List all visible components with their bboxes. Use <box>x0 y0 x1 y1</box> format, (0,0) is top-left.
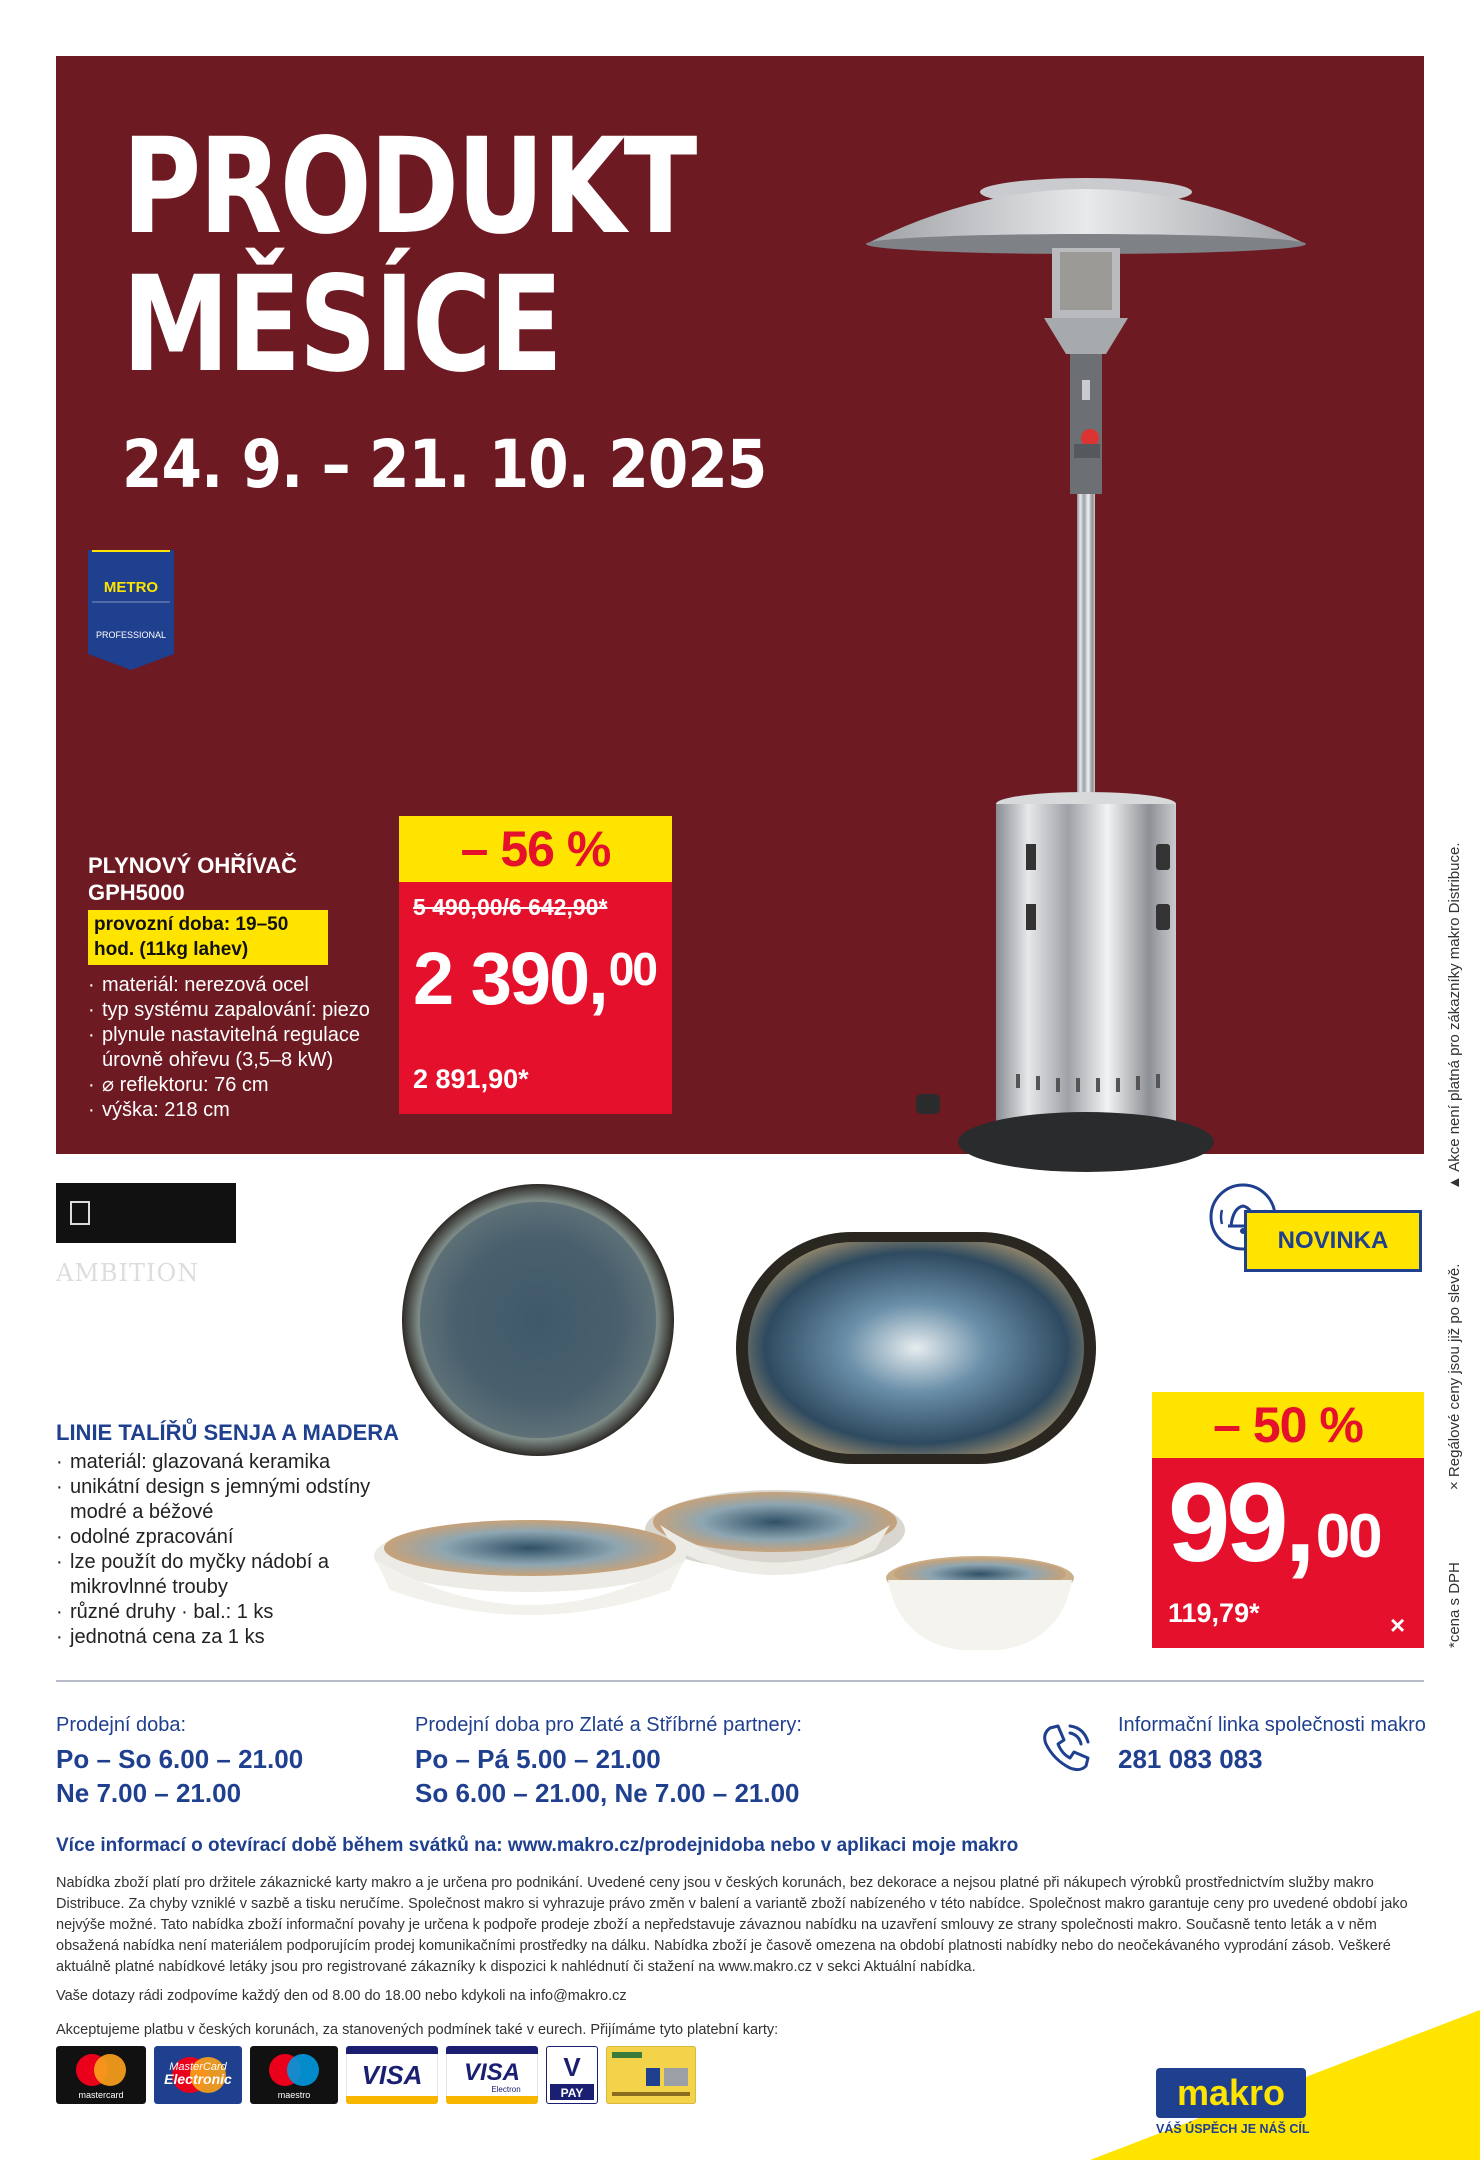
holiday-hours-note: Více informací o otevírací době během svátků na: www.makro.cz/prodejnidoba nebo v aplikaci moje makro <box>56 1835 1019 1856</box>
product2-features <box>56 1450 396 1650</box>
feature-item: · materiál: nerezová ocel <box>88 973 378 998</box>
product2-price <box>1168 1458 1381 1588</box>
new-badge: NOVINKA <box>1244 1210 1422 1272</box>
feature-item: · typ systému zapalování: piezo <box>88 998 378 1023</box>
info-line-number[interactable]: 281 083 083 <box>1118 1744 1263 1774</box>
mastercard-electronic-card <box>154 2046 242 2104</box>
vpay-v: V <box>563 2052 581 2082</box>
side-note-action: ▲ Akce není platná pro zákazníky makro Distribuce. <box>1446 842 1463 1190</box>
feature-item: · ⌀ reflektoru: 76 cm <box>88 1073 378 1098</box>
ambition-brand: AMBITION <box>56 1259 200 1287</box>
partner-hours-line: So 6.00 – 21.00, Ne 7.00 – 21.00 <box>415 1778 800 1808</box>
visa-electron-sub: Electron <box>491 2085 521 2094</box>
regal-price-mark: × <box>1390 1610 1406 1640</box>
product2-name: LINIE TALÍŘŮ SENJA A MADERA <box>56 1420 400 1445</box>
product1-price-vat: 2 891,90* <box>413 1064 529 1094</box>
makro-logo: makro <box>1156 2068 1306 2118</box>
visa-label: VISA <box>361 2060 423 2090</box>
opening-hours-label: Prodejní doba: <box>56 1714 187 1736</box>
product1-discount: – 56 % <box>399 816 672 882</box>
feature-item: · různé druhy · bal.: 1 ks <box>56 1600 396 1625</box>
vpay-card <box>546 2046 598 2104</box>
feature-item: · lze použít do myčky nádobí a mikrovlnné trouby <box>56 1550 396 1600</box>
feature-item: · unikátní design s jemnými odstíny modré a béžové <box>56 1475 396 1525</box>
feature-item: · odolné zpracování <box>56 1525 396 1550</box>
product2-price-box <box>1152 1458 1424 1648</box>
product2-price-vat: 119,79* <box>1168 1598 1260 1628</box>
mc-electronic-bottom: Electronic <box>164 2071 232 2087</box>
contact-note: Vaše dotazy rádi zodpovíme každý den od 8.00 do 18.00 nebo kdykoli na info@makro.cz <box>56 1988 627 2004</box>
side-note-regal-prices: × Regálové ceny jsou již po slevě. <box>1446 1263 1463 1490</box>
partner-hours-line: Po – Pá 5.00 – 21.00 <box>415 1744 661 1774</box>
visa-electron-label: VISA <box>463 2059 521 2086</box>
hero-panel <box>56 56 1424 1154</box>
makro-slogan: VÁŠ ÚSPĚCH JE NÁŠ CÍL <box>1156 2122 1310 2136</box>
patio-heater-image <box>856 144 1316 1184</box>
maestro-card <box>250 2046 338 2104</box>
partner-hours-label: Prodejní doba pro Zlaté a Stříbrné partnery: <box>415 1714 802 1736</box>
phone-icon <box>1036 1718 1096 1778</box>
product2-discount: – 50 % <box>1152 1392 1424 1458</box>
metro-professional-badge <box>88 550 174 670</box>
footer-divider <box>56 1680 1424 1682</box>
info-line-label: Informační linka společnosti makro <box>1118 1714 1426 1736</box>
product1-price-box <box>399 882 672 1114</box>
makro-customer-card <box>606 2046 696 2104</box>
visa-card <box>346 2046 438 2104</box>
side-note-vat: *cena s DPH <box>1446 1562 1463 1648</box>
plates-image <box>370 1180 1130 1650</box>
ambition-mark-icon <box>70 1201 90 1225</box>
price-main: 2 390, <box>413 937 607 1020</box>
feature-item: · materiál: glazovaná keramika <box>56 1450 396 1475</box>
opening-hours-line: Ne 7.00 – 21.00 <box>56 1778 242 1808</box>
product1-features <box>88 973 378 1123</box>
badge-brand: METRO <box>103 579 159 596</box>
legal-text: Nabídka zboží platí pro držitele zákaznické karty makro a je určena pro podnikání. Uvedené ceny jsou v českých korunách, bez dekorace a nejsou platné při nákupech výrobků prostřednictvím služby makro Distribuce. Za chyby vzniklé v sazbě a tisku neručíme. Společnost makro si vyhrazuje právo změn v balení a variantě zboží nabízeného v této nabídce. Společnost makro garantuje ceny pro uvedené období jako nejvýše možné. Tato nabídka zboží informační povahy je určena k podpoře prodeje zboží a nepředstavuje závaznou nabídku na uzavření smlouvy ze strany společnosti makro. Současně tento leták a v něm obsažená nabídka není materiálem podporujícím prodej komunikačními prostředky na dálku. Nabídka zboží je časově omezena na období platnosti nabídky nebo do neočekávaného vyprodání zásob. Veškeré aktuálně platné nabídkové letáky jsou pro registrované zákazníky k dispozici k nahlédnutí či stažení na www.makro.cz v sekci Aktuální nabídka. <box>56 1875 1408 1975</box>
badge-sub: PROFESSIONAL <box>95 630 167 640</box>
hero-title-line1: PRODUKT <box>122 110 695 264</box>
mc-electronic-top: MasterCard <box>169 2061 227 2073</box>
product1-old-price: 5 490,00/6 642,90* <box>413 894 608 920</box>
opening-hours <box>56 1742 303 1810</box>
feature-item: · výška: 218 cm <box>88 1098 378 1123</box>
feature-item: · jednotná cena za 1 ks <box>56 1625 396 1650</box>
hero-dates: 24. 9. – 21. 10. 2025 <box>122 426 767 503</box>
hero-title <box>122 110 695 402</box>
feature-item: · plynule nastavitelná regulace úrovně ohřevu (3,5–8 kW) <box>88 1023 378 1073</box>
product1-highlight: provozní doba: 19–50 hod. (11kg lahev) <box>88 910 328 965</box>
vpay-pay: PAY <box>560 2086 584 2100</box>
price-cents: 00 <box>608 943 656 995</box>
opening-hours-line: Po – So 6.00 – 21.00 <box>56 1744 304 1774</box>
price-main: 99, <box>1168 1460 1312 1585</box>
maestro-label: maestro <box>277 2090 311 2100</box>
hero-title-line2: MĚSÍCE <box>122 248 561 402</box>
payment-note: Akceptujeme platbu v českých korunách, za stanovených podmínek také v eurech. Přijímáme tyto platební karty: <box>56 2022 779 2038</box>
mastercard-label: mastercard <box>78 2090 124 2100</box>
mastercard-card <box>56 2046 146 2104</box>
ambition-logo <box>56 1183 236 1287</box>
visa-electron-card <box>446 2046 538 2104</box>
price-cents: 00 <box>1315 1502 1381 1571</box>
partner-hours <box>415 1742 800 1810</box>
product1-name: PLYNOVÝ OHŘÍVAČ GPH5000 <box>88 853 298 905</box>
product1-price <box>413 936 656 1021</box>
